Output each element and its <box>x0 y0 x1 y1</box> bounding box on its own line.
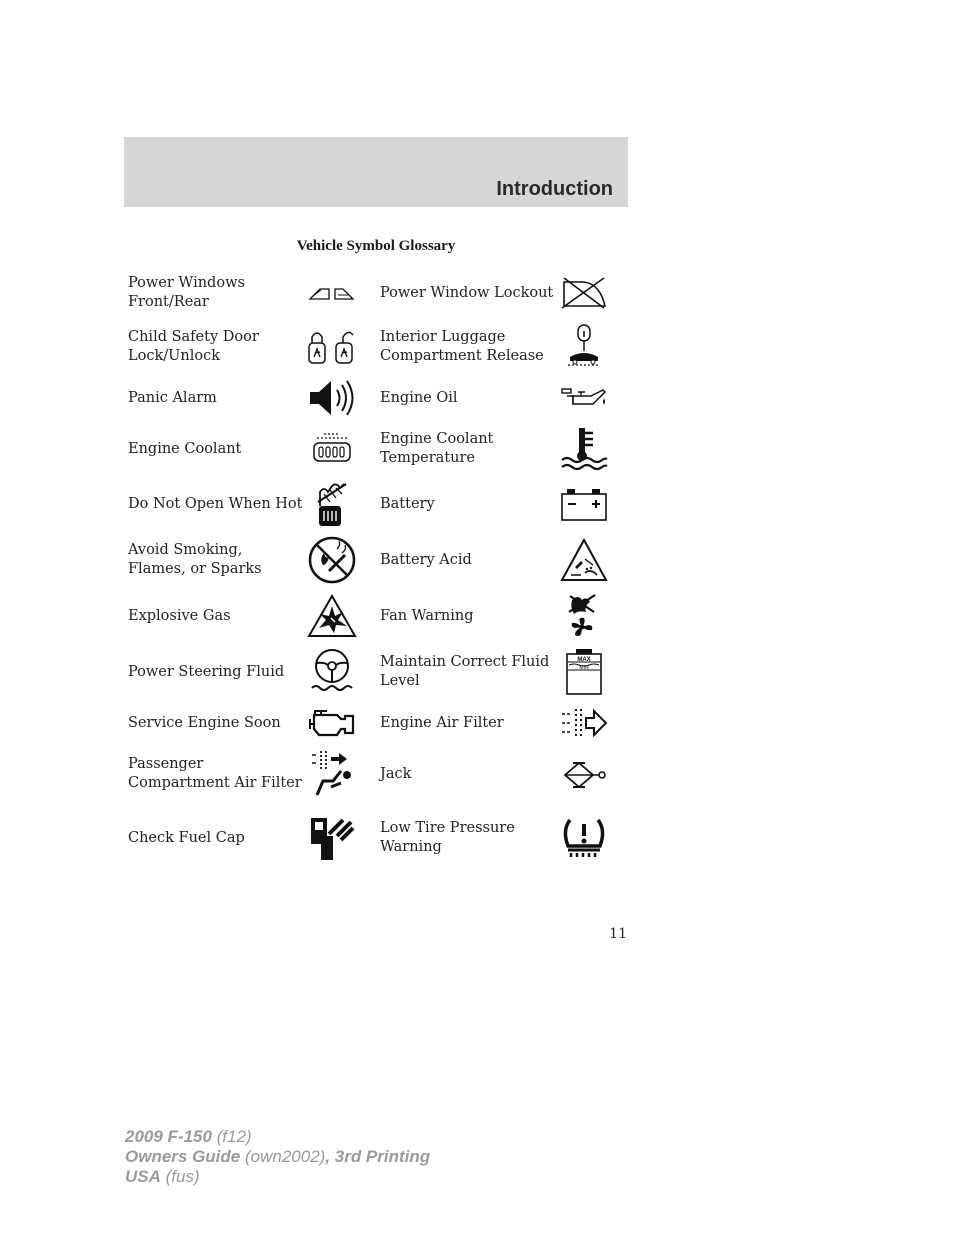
window-lockout-icon <box>556 272 612 314</box>
engine-icon <box>304 704 360 742</box>
glossary-label: Interior Luggage Compartment Release <box>380 329 544 364</box>
hot-cap-icon <box>304 478 360 530</box>
air-filter-icon <box>556 704 612 742</box>
max-mark: MAX <box>577 657 591 663</box>
footer-line-3 <box>125 1167 430 1187</box>
fluid-reservoir-icon <box>556 646 612 698</box>
footer-printing: , 3rd Printing <box>325 1147 431 1166</box>
glossary-label: Avoid Smoking, Flames, or Sparks <box>128 542 262 577</box>
glossary-title: Vehicle Symbol Glossary <box>296 238 456 254</box>
glossary-row <box>124 424 628 474</box>
glossary-row <box>124 748 628 800</box>
child-lock-icon <box>304 322 360 372</box>
glossary-row <box>124 806 628 870</box>
steering-wheel-icon <box>304 646 360 698</box>
glossary-label: Service Engine Soon <box>128 714 281 731</box>
footer-guide: Owners Guide <box>125 1147 241 1166</box>
glossary-label: Jack <box>380 765 412 782</box>
page-number: 11 <box>609 926 627 942</box>
radiator-icon <box>304 424 360 474</box>
footer-guide-code: (own2002) <box>244 1147 326 1166</box>
thermometer-icon <box>556 424 612 474</box>
glossary-label: Power Steering Fluid <box>128 663 285 680</box>
glossary-label: Passenger Compartment Air Filter <box>128 756 302 791</box>
fuel-cap-icon <box>304 806 360 870</box>
glossary-row <box>124 272 628 314</box>
tire-pressure-icon <box>556 806 612 870</box>
glossary-label: Power Window Lockout <box>380 284 554 301</box>
footer <box>125 1127 430 1187</box>
glossary-label: Battery Acid <box>380 551 472 568</box>
glossary-row <box>124 478 628 530</box>
footer-model: 2009 F-150 <box>125 1127 212 1146</box>
glossary-label: Check Fuel Cap <box>128 829 245 846</box>
glossary-label: Engine Coolant <box>128 440 242 457</box>
luggage-release-icon <box>556 322 612 372</box>
power-windows-icon <box>304 272 360 314</box>
glossary-row <box>124 534 628 586</box>
glossary-label: Battery <box>380 495 435 512</box>
header-band <box>124 137 628 207</box>
jack-icon <box>556 748 612 800</box>
glossary-label: Explosive Gas <box>128 607 231 624</box>
glossary-label: Low Tire Pressure Warning <box>380 820 515 855</box>
glossary-label: Maintain Correct Fluid Level <box>380 654 550 689</box>
glossary-row <box>124 376 628 420</box>
glossary-row <box>124 322 628 372</box>
glossary-label: Power Windows Front/Rear <box>128 275 245 310</box>
glossary-label: Child Safety Door Lock/Unlock <box>128 329 259 364</box>
footer-line-1 <box>125 1127 430 1147</box>
oil-can-icon <box>556 376 612 420</box>
explosion-warning-icon <box>304 592 360 640</box>
battery-icon <box>556 478 612 530</box>
footer-model-code: (f12) <box>216 1127 252 1146</box>
glossary-row <box>124 592 628 640</box>
glossary-label: Fan Warning <box>380 607 474 624</box>
min-mark: MIN <box>579 665 589 671</box>
footer-market: USA <box>125 1167 161 1186</box>
fan-icon <box>556 592 612 640</box>
section-title: Introduction <box>496 178 613 200</box>
glossary-label: Do Not Open When Hot <box>128 495 303 512</box>
glossary-row <box>124 704 628 742</box>
acid-warning-icon <box>556 534 612 586</box>
speaker-icon <box>304 376 360 420</box>
footer-line-2 <box>125 1147 430 1167</box>
glossary-row <box>124 646 628 698</box>
cabin-filter-icon <box>304 748 360 800</box>
glossary-label: Engine Coolant Temperature <box>380 431 494 466</box>
glossary-label: Panic Alarm <box>128 389 217 406</box>
footer-market-code: (fus) <box>165 1167 200 1186</box>
glossary-label: Engine Oil <box>380 389 458 406</box>
no-smoking-icon <box>304 534 360 586</box>
glossary-label: Engine Air Filter <box>380 714 504 731</box>
